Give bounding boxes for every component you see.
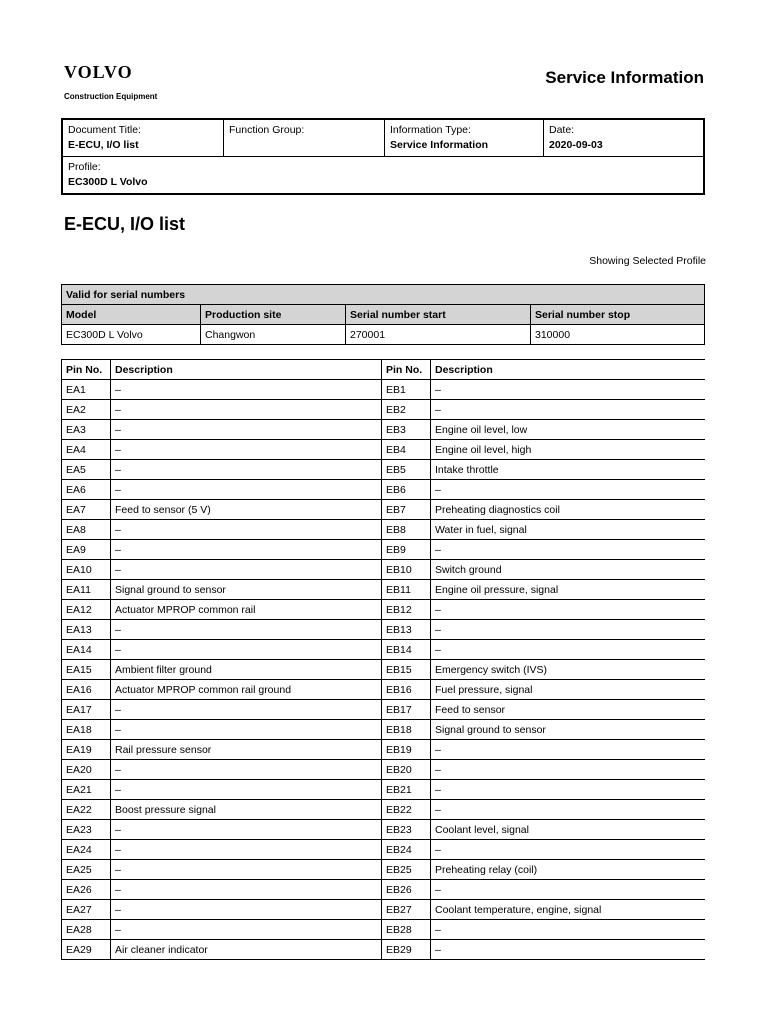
description-cell: – [111,840,382,860]
table-row [62,400,706,420]
pin-cell: EA12 [62,600,111,620]
pin-cell: EA17 [62,700,111,720]
pin-cell: EB22 [382,800,431,820]
serial-col-header: Serial number start [346,305,531,325]
page-title: E-ECU, I/O list [64,214,186,234]
pin-cell: EB8 [382,520,431,540]
pin-cell: EA10 [62,560,111,580]
profile-cell [62,157,704,195]
serial-numbers-table [61,284,705,345]
table-row [62,520,706,540]
description-cell: Switch ground [431,560,706,580]
pin-cell: EA22 [62,800,111,820]
description-cell: Boost pressure signal [111,800,382,820]
description-cell: – [431,640,706,660]
description-cell: – [111,920,382,940]
pin-cell: EB2 [382,400,431,420]
table-row [62,500,706,520]
pin-cell: EA28 [62,920,111,940]
pin-cell: EB26 [382,880,431,900]
pin-cell: EA11 [62,580,111,600]
pin-cell: EA14 [62,640,111,660]
description-cell: Engine oil level, low [431,420,706,440]
pin-cell: EB5 [382,460,431,480]
pin-cell: EB9 [382,540,431,560]
function-group-cell [224,119,385,157]
description-cell: – [111,380,382,400]
pin-cell: EB12 [382,600,431,620]
pin-cell: EA19 [62,740,111,760]
pin-cell: EB16 [382,680,431,700]
description-cell: Actuator MPROP common rail [111,600,382,620]
description-cell: – [111,720,382,740]
pin-cell: EA18 [62,720,111,740]
info-type-label: Information Type: [390,124,471,136]
pin-cell: EB18 [382,720,431,740]
description-cell: – [431,760,706,780]
description-cell: Ambient filter ground [111,660,382,680]
table-row [62,680,706,700]
description-cell: Engine oil level, high [431,440,706,460]
pin-cell: EB10 [382,560,431,580]
description-cell: Air cleaner indicator [111,940,382,960]
description-cell: Feed to sensor [431,700,706,720]
description-cell: Preheating diagnostics coil [431,500,706,520]
description-cell: Engine oil pressure, signal [431,580,706,600]
table-row [62,380,706,400]
date-value: 2020-09-03 [549,139,603,151]
description-cell: – [111,400,382,420]
serial-col-header: Production site [201,305,346,325]
table-row [62,740,706,760]
table-row [62,480,706,500]
description-cell: – [111,820,382,840]
description-cell: – [111,540,382,560]
description-cell: Emergency switch (IVS) [431,660,706,680]
table-row [62,900,706,920]
table-row [62,800,706,820]
description-cell: – [431,380,706,400]
serial-table-title: Valid for serial numbers [62,285,705,305]
serial-cell-model: EC300D L Volvo [62,325,201,345]
description-cell: – [431,800,706,820]
pin-cell: EA4 [62,440,111,460]
description-cell: – [431,540,706,560]
description-cell: – [111,900,382,920]
pin-cell: EB11 [382,580,431,600]
description-cell: – [431,940,706,960]
description-cell: – [111,480,382,500]
doc-title-cell [62,119,224,157]
table-row [62,620,706,640]
pin-cell: EB19 [382,740,431,760]
description-cell: Coolant temperature, engine, signal [431,900,706,920]
description-cell: Intake throttle [431,460,706,480]
table-row [62,600,706,620]
doc-title-value: E-ECU, I/O list [68,139,139,151]
pin-cell: EB17 [382,700,431,720]
description-cell: – [111,780,382,800]
table-row [62,460,706,480]
pin-cell: EA24 [62,840,111,860]
pin-list-body [62,380,706,960]
pin-cell: EA2 [62,400,111,420]
description-cell: – [431,780,706,800]
pin-cell: EB20 [382,760,431,780]
description-cell: – [111,560,382,580]
service-information-title: Service Information [545,68,704,87]
pin-header: Pin No. [62,360,111,380]
description-cell: – [431,740,706,760]
pin-cell: EA8 [62,520,111,540]
pin-cell: EB3 [382,420,431,440]
description-cell: – [111,520,382,540]
pin-cell: EA26 [62,880,111,900]
pin-list-table [61,359,705,960]
description-cell: – [431,480,706,500]
description-cell: – [431,840,706,860]
pin-cell: EB29 [382,940,431,960]
table-row [62,760,706,780]
pin-cell: EA9 [62,540,111,560]
pin-cell: EA20 [62,760,111,780]
description-cell: Fuel pressure, signal [431,680,706,700]
profile-label: Profile: [68,161,101,173]
description-cell: – [431,400,706,420]
pin-cell: EA16 [62,680,111,700]
description-header: Description [111,360,382,380]
pin-cell: EB27 [382,900,431,920]
pin-cell: EB24 [382,840,431,860]
table-row [62,660,706,680]
pin-cell: EB14 [382,640,431,660]
profile-value: EC300D L Volvo [68,176,148,188]
table-row [62,940,706,960]
description-cell: – [111,620,382,640]
description-cell: – [431,620,706,640]
table-row [62,700,706,720]
brand-name: VOLVO [64,62,133,82]
pin-cell: EB7 [382,500,431,520]
pin-cell: EA27 [62,900,111,920]
document-meta-table [61,118,705,195]
pin-cell: EA21 [62,780,111,800]
pin-cell: EB15 [382,660,431,680]
pin-cell: EB28 [382,920,431,940]
description-cell: Signal ground to sensor [431,720,706,740]
pin-cell: EB23 [382,820,431,840]
description-cell: – [111,420,382,440]
description-cell: – [111,860,382,880]
brand-subtitle: Construction Equipment [64,92,158,101]
pin-cell: EA23 [62,820,111,840]
pin-cell: EA13 [62,620,111,640]
table-row [62,780,706,800]
pin-cell: EB6 [382,480,431,500]
date-label: Date: [549,124,575,136]
description-cell: – [431,880,706,900]
description-cell: – [111,700,382,720]
table-row [62,820,706,840]
info-type-cell [385,119,544,157]
description-cell: – [111,460,382,480]
pin-cell: EA1 [62,380,111,400]
info-type-value: Service Information [390,139,489,151]
pin-cell: EB21 [382,780,431,800]
table-row [62,860,706,880]
table-row [62,840,706,860]
table-row [62,920,706,940]
pin-cell: EB1 [382,380,431,400]
pin-cell: EA6 [62,480,111,500]
pin-header: Pin No. [382,360,431,380]
serial-cell-site: Changwon [201,325,346,345]
pin-cell: EA25 [62,860,111,880]
table-row [62,420,706,440]
serial-cell-stop: 310000 [531,325,705,345]
pin-cell: EB4 [382,440,431,460]
serial-col-header: Model [62,305,201,325]
table-row [62,580,706,600]
description-header: Description [431,360,706,380]
table-row [62,560,706,580]
description-cell: Preheating relay (coil) [431,860,706,880]
function-group-label: Function Group: [229,124,305,136]
showing-profile-text: Showing Selected Profile [589,255,706,267]
description-cell: – [111,440,382,460]
pin-cell: EA5 [62,460,111,480]
serial-col-header: Serial number stop [531,305,705,325]
pin-cell: EA29 [62,940,111,960]
table-row [62,640,706,660]
serial-cell-start: 270001 [346,325,531,345]
description-cell: – [111,760,382,780]
description-cell: Water in fuel, signal [431,520,706,540]
volvo-logo [64,62,157,101]
table-row [62,440,706,460]
date-cell [544,119,705,157]
description-cell: – [431,920,706,940]
table-row [62,880,706,900]
description-cell: – [111,880,382,900]
description-cell: – [111,640,382,660]
pin-cell: EB25 [382,860,431,880]
table-row [62,720,706,740]
doc-title-label: Document Title: [68,124,141,136]
description-cell: Coolant level, signal [431,820,706,840]
pin-cell: EB13 [382,620,431,640]
table-row [62,540,706,560]
pin-cell: EA15 [62,660,111,680]
description-cell: Actuator MPROP common rail ground [111,680,382,700]
description-cell: Feed to sensor (5 V) [111,500,382,520]
description-cell: Rail pressure sensor [111,740,382,760]
pin-cell: EA3 [62,420,111,440]
description-cell: Signal ground to sensor [111,580,382,600]
pin-cell: EA7 [62,500,111,520]
description-cell: – [431,600,706,620]
